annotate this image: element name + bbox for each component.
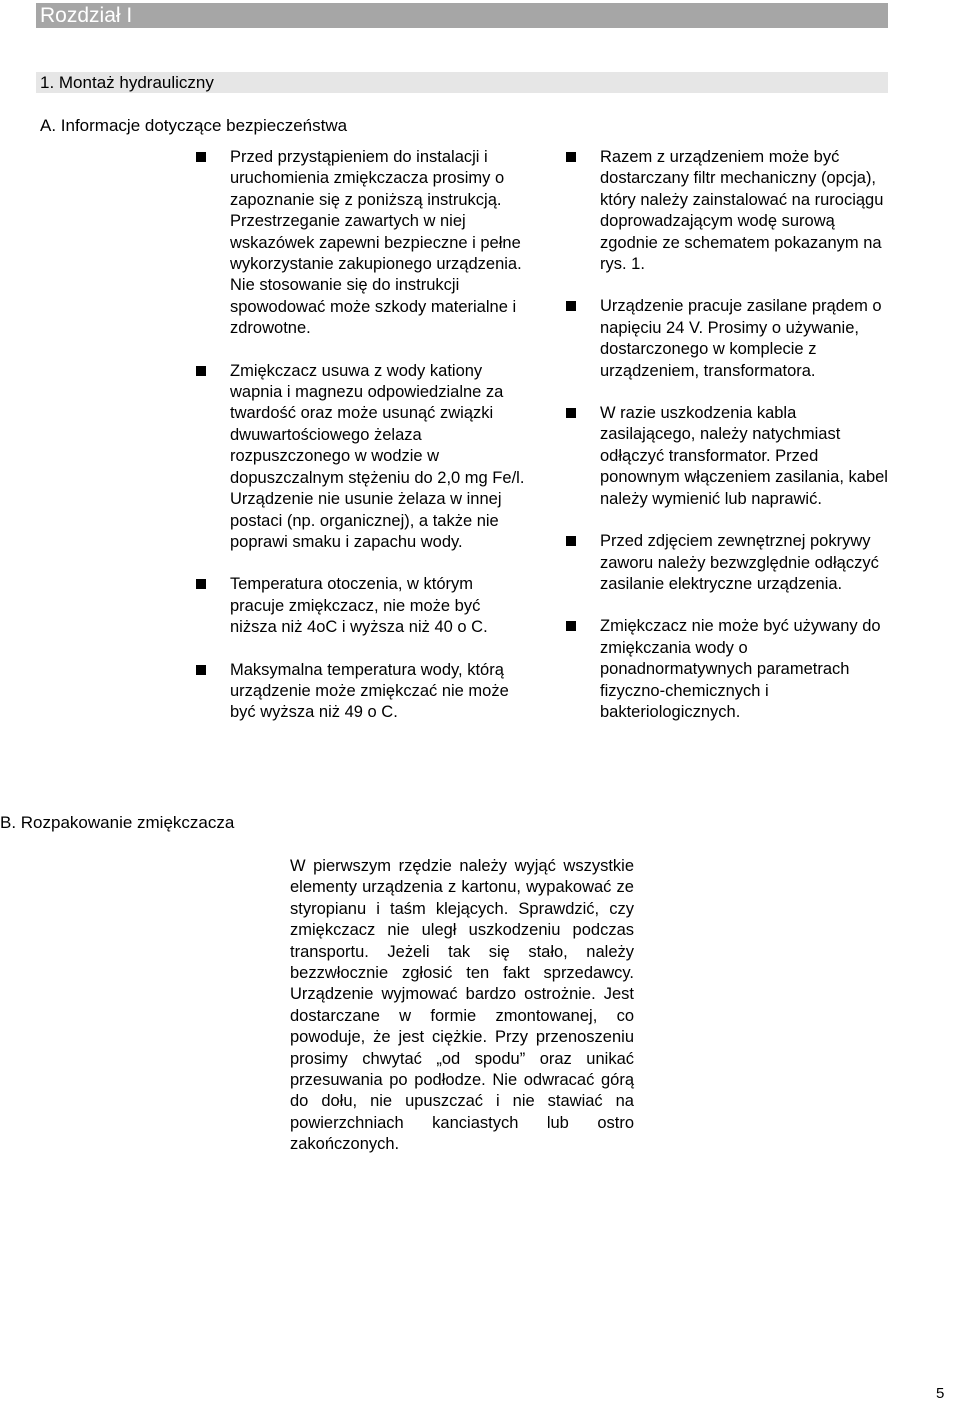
safety-item [230,361,530,554]
square-bullet-icon [566,408,576,418]
page-number: 5 [936,1385,945,1402]
safety-item [600,531,890,595]
safety-item [600,616,890,723]
square-bullet-icon [566,152,576,162]
safety-item [230,660,530,724]
safety-item-text: Przed zdjęciem zewnętrznej pokrywy zaworu należy bezwzględnie odłączyć zasilanie elektryczne urządzenia. [600,532,879,593]
square-bullet-icon [196,152,206,162]
safety-item [230,574,530,638]
unpacking-paragraph: W pierwszym rzędzie należy wyjąć wszystkie elementy urządzenia z kartonu, wypakować ze styropianu i taśm klejących. Sprawdzić, czy zmiękczacz nie uległ uszkodzeniu podczas transportu. Jeżeli tak się stało, należy bezzwłocznie zgłosić ten fakt sprzedawcy. Urządzenie wyjmować bardzo ostrożnie. Jest dostarczane w formie zmontowanej, co powoduje, że jest ciężkie. Przy przenoszeniu prosimy chwytać „od spodu” oraz unikać przesuwania po podłodze. Nie odwracać górą do dołu, nie upuszczać i nie stawiać na powierzchniach kanciastych lub ostro zakończonych. [290,857,634,1154]
safety-item-text: Temperatura otoczenia, w którym pracuje zmiękczacz, nie może być niższa niż 4oC i wyższa niż 40 o C. [230,575,488,637]
section-a-heading: A. Informacje dotyczące bezpieczeństwa [40,116,348,135]
square-bullet-icon [566,621,576,631]
safety-item-text: Przed przystąpieniem do instalacji i uruchomienia zmiękczacza prosimy o zapoznanie się z poniższą instrukcją. Przestrzeganie zawartych w niej wskazówek zapewni bezpieczne i pełne wykorzystanie zakupionego urządzenia. Nie stosowanie się do instrukcji spowodować może szkody materialne i zdrowotne. [230,148,522,338]
safety-item-text: Urządzenie pracuje zasilane prądem o napięciu 24 V. Prosimy o używanie, dostarczonego w komplecie z urządzeniem, transformatora. [600,297,882,380]
safety-left-column [230,147,530,745]
square-bullet-icon [566,536,576,546]
safety-item [600,147,890,275]
section-title: 1. Montaż hydrauliczny [36,72,888,93]
square-bullet-icon [196,579,206,589]
safety-item-text: Zmiękczacz nie może być używany do zmiękczania wody o ponadnormatywnych parametrach fizyczno-chemicznych i bakteriologicznych. [600,617,881,721]
safety-item [230,147,530,340]
safety-item-text: Zmiękczacz usuwa z wody kationy wapnia i magnezu odpowiedzialne za twardość oraz może usunąć związki dwuwartościowego żelaza rozpuszczonego w wodzie w dopuszczalnym stężeniu do 2,0 mg Fe/l. Urządzenie nie usunie żelaza w innej postaci (np. organicznej), a także nie poprawi smaku i zapachu wody. [230,361,525,551]
chapter-title: Rozdział I [36,3,888,28]
square-bullet-icon [566,301,576,311]
square-bullet-icon [196,665,206,675]
safety-item-text: Razem z urządzeniem może być dostarczany filtr mechaniczny (opcja), który należy zainstalować na rurociągu doprowadzającym wodę surową zgodnie ze schematem pokazanym na rys. 1. [600,148,884,274]
safety-right-column [600,147,890,744]
safety-item-text: Maksymalna temperatura wody, którą urządzenie może zmiękczać nie może być wyższa niż 49 o C. [230,660,509,722]
section-b-heading: B. Rozpakowanie zmiękczacza [0,813,235,832]
safety-item [600,296,890,382]
safety-item-text: W razie uszkodzenia kabla zasilającego, należy natychmiast odłączyć transformator. Przed ponownym włączeniem zasilania, kabel należy wymienić lub naprawić. [600,404,888,508]
safety-item [600,403,890,510]
square-bullet-icon [196,366,206,376]
